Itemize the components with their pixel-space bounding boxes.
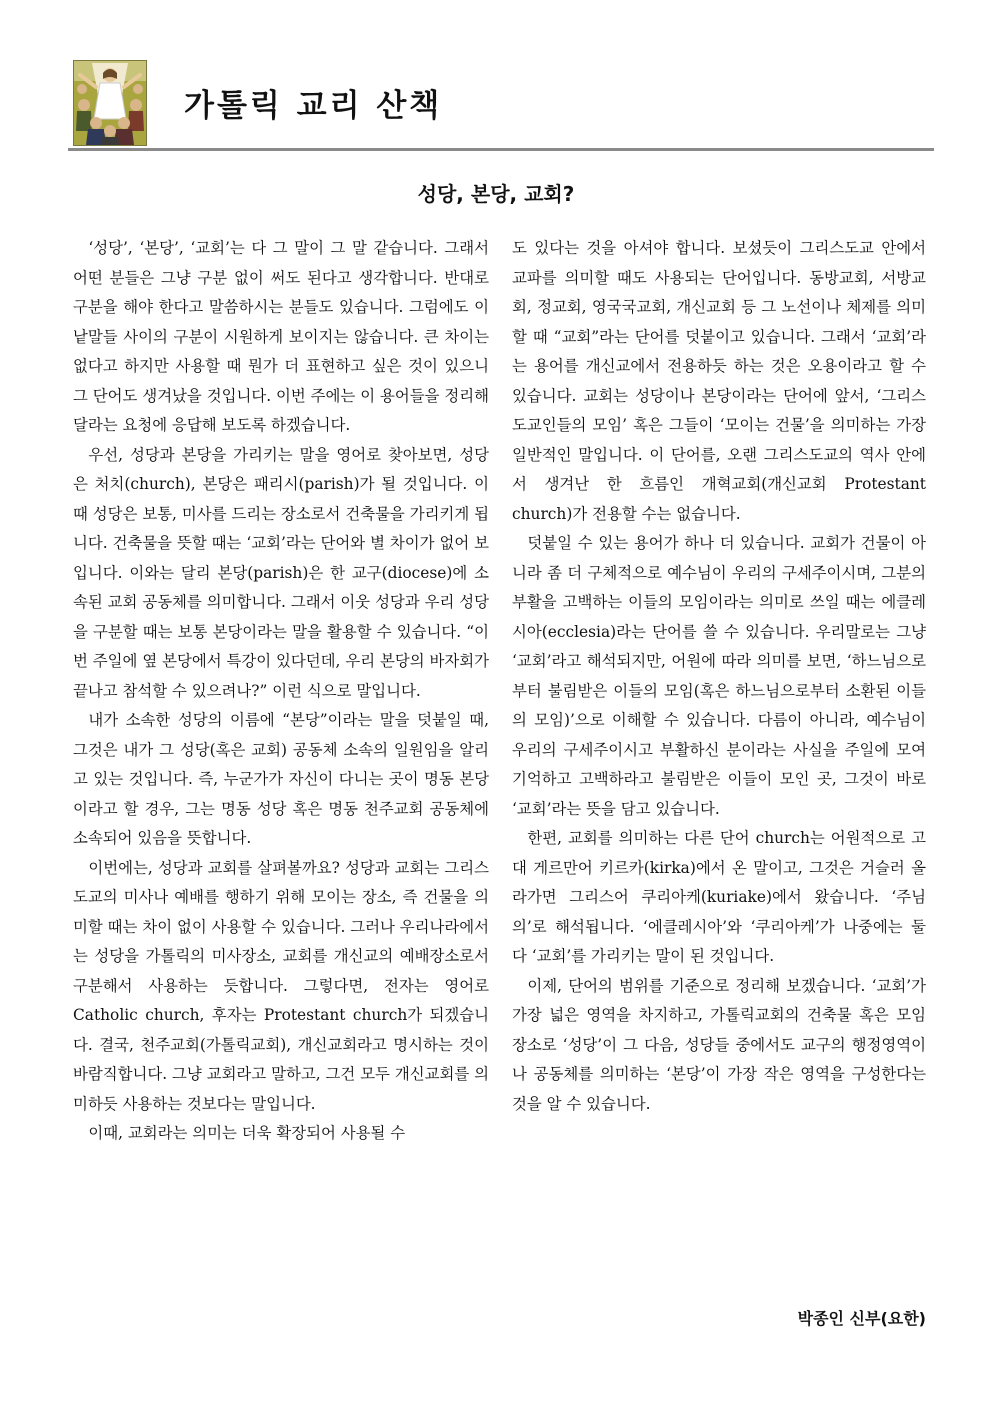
jesus-with-disciples-icon [73, 60, 147, 146]
article-title: 성당, 본당, 교회? [417, 182, 575, 206]
paragraph: 덧붙일 수 있는 용어가 하나 더 있습니다. 교회가 건물이 아니라 좀 더 구체적으로 예수님이 우리의 구세주이시며, 그분의 부활을 고백하는 이들의 모임이라는 의미로 쓰일 때는 에클레시아(ecclesia)라는 단어를 쓸 수 있습니다. 우리말로는 그냥 ‘교회’라고 해석되지만, 어원에 따라 의미를 보면, ‘하느님으로부터 불림받은 이들의 모임(혹은 하느님으로부터 소환된 이들의 모임)’으로 이해할 수 있습니다. 다름이 아니라, 예수님이 우리의 구세주이시고 부활하신 분이라는 사실을 주일에 모여 기억하고 고백하라고 불림받은 이들이 모인 곳, 그것이 바로 ‘교회’라는 뜻을 담고 있습니다. [512, 534, 926, 818]
paragraph: 이번에는, 성당과 교회를 살펴볼까요? 성당과 교회는 그리스도교의 미사나 예배를 행하기 위해 모이는 장소, 즉 건물을 의미할 때는 차이 없이 사용할 수 있습니다. 그러나 우리나라에서는 성당을 가톨릭의 미사장소, 교회를 개신교의 예배장소로서 구분해서 사용하는 듯합니다. 그렇다면, 전자는 영어로 Catholic church, 후자는 Protestant church가 되겠습니다. 결국, 천주교회(가톨릭교회), 개신교회라고 명시하는 것이 바람직합니다. 그냥 교회라고 말하고, 그건 모두 개신교회를 의미하듯 사용하는 것보다는 말입니다. [73, 858, 489, 1113]
paragraph: 이때, 교회라는 의미는 더욱 확장되어 사용될 수 [88, 1124, 406, 1142]
page-title: 가톨릭 교리 산책 [184, 88, 443, 124]
author-signature: 박종인 신부(요한) [797, 1309, 926, 1328]
paragraph: ‘성당’, ‘본당’, ‘교회’는 다 그 말이 그 말 같습니다. 그래서 어떤 분들은 그냥 구분 없이 써도 된다고 생각합니다. 반대로 구분을 해야 한다고 말씀하시는 분들도 있습니다. 그럼에도 이 낱말들 사이의 구분이 시원하게 보이지는 않습니다. 큰 차이는 없다고 하지만 사용할 때 뭔가 더 표현하고 싶은 것이 있으니 그 단어도 생겨났을 것입니다. 이번 주에는 이 용어들을 정리해 달라는 요청에 응답해 보도록 하겠습니다. [73, 239, 489, 434]
article-column-right [512, 234, 926, 1119]
paragraph: 한편, 교회를 의미하는 다른 단어 church는 어원적으로 고대 게르만어 키르카(kirka)에서 온 말이고, 그것은 거슬러 올라가면 그리스어 쿠리아케(kuriake)에서 왔습니다. ‘주님의’로 해석됩니다. ‘에클레시아’와 ‘쿠리아케’가 나중에는 둘 다 ‘교회’를 가리키는 말이 된 것입니다. [512, 829, 926, 965]
paragraph: 우선, 성당과 본당을 가리키는 말을 영어로 찾아보면, 성당은 처치(church), 본당은 패리시(parish)가 될 것입니다. 이때 성당은 보통, 미사를 드리는 장소로서 건축물을 가리키게 됩니다. 건축물을 뜻할 때는 ‘교회’라는 단어와 별 차이가 없어 보입니다. 이와는 달리 본당(parish)은 한 교구(diocese)에 소속된 교회 공동체를 의미합니다. 그래서 이웃 성당과 우리 성당을 구분할 때는 보통 본당이라는 말을 활용할 수 있습니다. “이번 주일에 옆 본당에서 특강이 있다던데, 우리 본당의 바자회가 끝나고 참석할 수 있으려나?” 이런 식으로 말입니다. [73, 445, 490, 700]
paragraph: 도 있다는 것을 아셔야 합니다. 보셨듯이 그리스도교 안에서 교파를 의미할 때도 사용되는 단어입니다. 동방교회, 서방교회, 정교회, 영국국교회, 개신교회 등 그 노선이나 체제를 의미할 때 “교회”라는 단어를 덧붙이고 있습니다. 그래서 ‘교회’라는 용어를 개신교에서 전용하듯 하는 것은 오용이라고 할 수 있습니다. 교회는 성당이나 본당이라는 단어에 앞서, ‘그리스도교인들의 모임’ 혹은 그들이 ‘모이는 건물’을 의미하는 가장 일반적인 말입니다. 이 단어를, 오랜 그리스도교의 역사 안에서 생겨난 한 흐름인 개혁교회(개신교회 Protestant church)가 전용할 수는 없습니다. [512, 239, 926, 523]
page-header [68, 58, 934, 148]
paragraph: 내가 소속한 성당의 이름에 “본당”이라는 말을 덧붙일 때, 그것은 내가 그 성당(혹은 교회) 공동체 소속의 일원임을 알리고 있는 것입니다. 즉, 누군가가 자신이 다니는 곳이 명동 본당이라고 할 경우, 그는 명동 성당 혹은 명동 천주교회 공동체에 소속되어 있음을 뜻합니다. [73, 711, 489, 847]
paragraph: 이제, 단어의 범위를 기준으로 정리해 보겠습니다. ‘교회’가 가장 넓은 영역을 차지하고, 가톨릭교회의 건축물 혹은 모임 장소로 ‘성당’이 그 다음, 성당들 중에서도 교구의 행정영역이나 공동체를 의미하는 ‘본당’이 가장 작은 영역을 구성한다는 것을 알 수 있습니다. [512, 976, 926, 1113]
article-column-left [73, 234, 489, 1149]
header-divider [68, 148, 934, 151]
